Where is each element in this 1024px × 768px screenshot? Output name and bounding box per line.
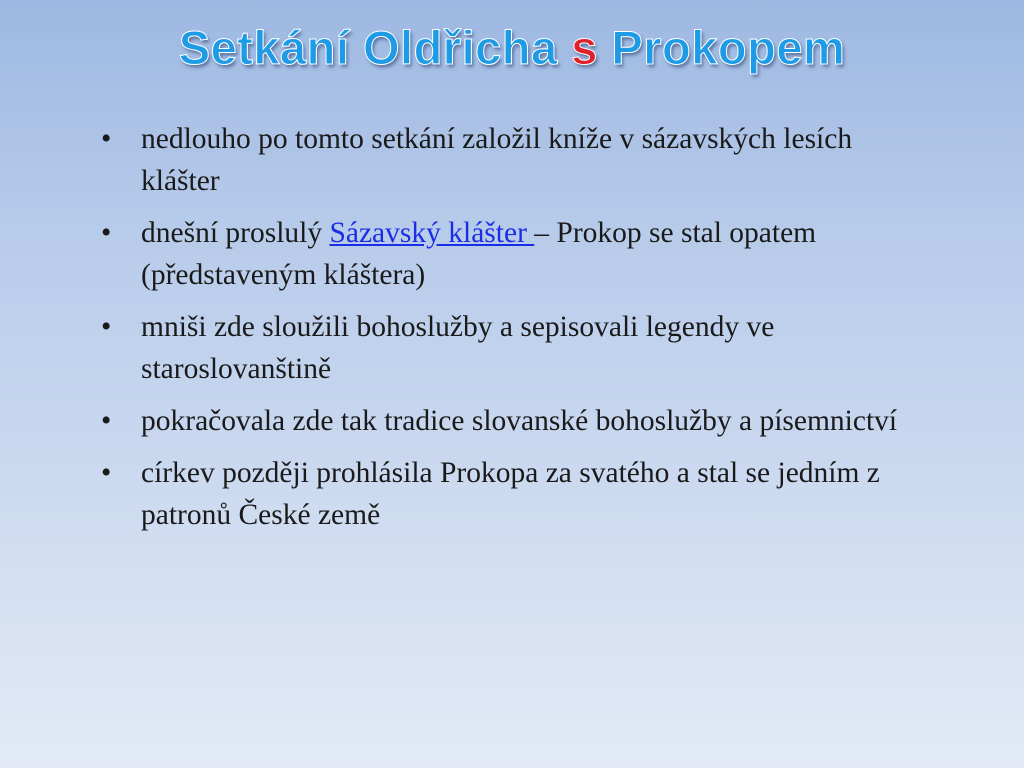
bullet-dot-icon: • [101,217,112,249]
title-part-3: Prokopem [611,21,846,74]
bullet-dot-icon: • [101,405,112,437]
list-item [97,400,927,442]
list-item-text-after: – Prokop se stal opatem (představeným kláštera) [141,217,817,291]
sazavsky-klaster-link[interactable]: Sázavský klášter [329,217,535,249]
title-part-1: Setkání Oldřicha [178,21,558,74]
slide-title [0,18,1024,78]
list-item [97,212,927,296]
bullet-dot-icon: • [101,311,112,343]
list-item [97,452,927,536]
list-item-text: mniši zde sloužili bohoslužby a sepisovali legendy ve staroslovanštině [141,311,775,385]
list-item-text-before: dnešní proslulý [141,217,330,249]
list-item-text: nedlouho po tomto setkání založil kníže v sázavských lesích klášter [141,123,853,197]
title-part-2: s [571,21,598,74]
bullet-dot-icon: • [101,123,112,155]
list-item-text: pokračovala zde tak tradice slovanské bohoslužby a písemnictví [141,405,898,437]
list-item [97,306,927,390]
list-item [97,118,927,202]
list-item-text: církev později prohlásila Prokopa za svatého a stal se jedním z patronů České země [141,457,880,531]
bullet-list [97,118,927,546]
bullet-dot-icon: • [101,457,112,489]
